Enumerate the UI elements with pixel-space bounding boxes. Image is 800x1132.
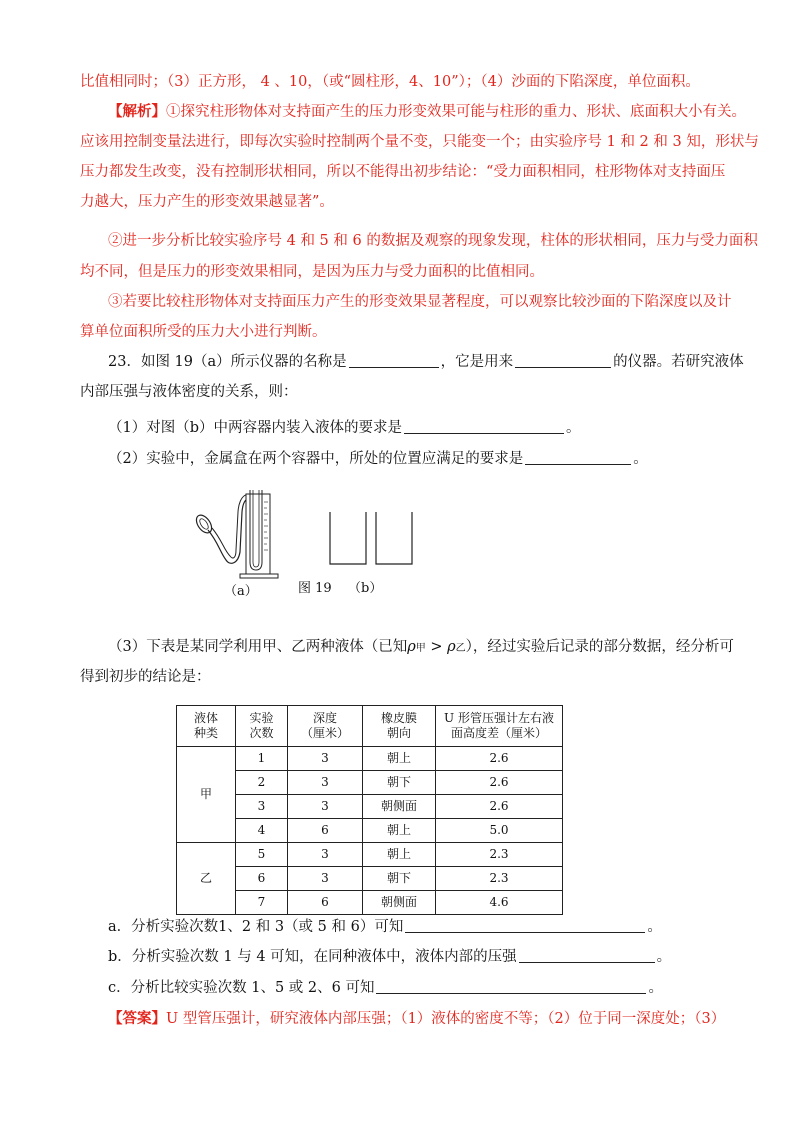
experiment-data-table: [176, 705, 563, 915]
question-23-line-2: 内部压强与液体密度的关系，则：: [80, 384, 298, 400]
header-trial-number: 实验 次数: [236, 706, 288, 747]
analysis-line: 压力都发生改变，没有控制形状相同，所以不能得出初步结论：“受力面积相同，柱形物体对支持面压: [80, 164, 726, 180]
table-header-row: [177, 706, 563, 747]
header-depth: 深度 （厘米）: [288, 706, 363, 747]
difference-cell: 2.6: [436, 771, 563, 795]
liquid-cell: 乙: [177, 843, 236, 915]
analysis-tag: 【解析】: [108, 103, 166, 120]
answer-blank[interactable]: [519, 948, 655, 963]
subscript: 乙: [455, 643, 466, 654]
trial-cell: 4: [236, 819, 288, 843]
depth-cell: 3: [288, 771, 363, 795]
depth-cell: 3: [288, 867, 363, 891]
difference-cell: 4.6: [436, 891, 563, 915]
analysis-line: 应该用控制变量法进行，即每次实验时控制两个量不变，只能变一个；由实验序号 1 和 2 和 3 知，形状与: [80, 134, 759, 150]
difference-cell: 2.6: [436, 795, 563, 819]
figure-label-b: （b）: [348, 581, 383, 596]
table-row: [177, 747, 563, 771]
greater-than: >: [425, 639, 448, 655]
trial-cell: 6: [236, 867, 288, 891]
difference-cell: 2.6: [436, 747, 563, 771]
question-23-part-2: [108, 449, 648, 469]
answer-blank[interactable]: [376, 979, 646, 994]
difference-cell: 2.3: [436, 867, 563, 891]
rho-symbol: ρ: [407, 639, 416, 655]
question-23-part-3-line-2: 得到初步的结论是：: [80, 669, 211, 685]
table-row: [177, 843, 563, 867]
u-tube-manometer-and-containers: [190, 482, 430, 582]
answer-blank[interactable]: [349, 353, 439, 368]
depth-cell: 6: [288, 891, 363, 915]
question-text: （2）实验中，金属盒在两个容器中，所处的位置应满足的要求是: [108, 451, 524, 467]
difference-cell: 5.0: [436, 819, 563, 843]
question-text: c．分析比较实验次数 1、5 或 2、6 可知: [108, 980, 375, 996]
analysis-question-c: [108, 978, 663, 998]
question-text: 。: [648, 980, 663, 996]
analysis-paragraph-3: ③若要比较柱形物体对支持面压力产生的形变效果显著程度，可以观察比较沙面的下陷深度以及计: [108, 294, 732, 310]
question-text: a．分析实验次数1、2 和 3（或 5 和 6）可知: [108, 919, 404, 935]
direction-cell: 朝下: [363, 867, 436, 891]
direction-cell: 朝上: [363, 819, 436, 843]
question-text: 。: [647, 919, 662, 935]
answer-blank[interactable]: [515, 353, 611, 368]
direction-cell: 朝上: [363, 843, 436, 867]
direction-cell: 朝下: [363, 771, 436, 795]
trial-cell: 5: [236, 843, 288, 867]
trial-cell: 1: [236, 747, 288, 771]
question-text: ，它是用来: [440, 354, 514, 370]
figure-title: 图 19: [298, 581, 332, 596]
question-text: ），经过实验后记录的部分数据，经分析可: [465, 639, 734, 655]
figure-label-a: （a）: [224, 584, 258, 599]
liquid-cell: 甲: [177, 747, 236, 843]
answer-blank[interactable]: [405, 918, 645, 933]
depth-cell: 6: [288, 819, 363, 843]
trial-cell: 3: [236, 795, 288, 819]
question-text: 的仪器。若研究液体: [613, 354, 744, 370]
header-height-difference: U 形管压强计左右液 面高度差（厘米）: [436, 706, 563, 747]
header-membrane-direction: 橡皮膜 朝向: [363, 706, 436, 747]
trial-cell: 7: [236, 891, 288, 915]
direction-cell: 朝侧面: [363, 891, 436, 915]
question-text: （1）对图（b）中两容器内装入液体的要求是: [108, 420, 403, 436]
depth-cell: 3: [288, 843, 363, 867]
analysis-paragraph-2: ②进一步分析比较实验序号 4 和 5 和 6 的数据及观察的现象发现，柱体的形状相同，压力与受力面积: [108, 233, 758, 249]
direction-cell: 朝上: [363, 747, 436, 771]
analysis-paragraph-1: [108, 102, 746, 122]
question-23-part-1: [108, 418, 581, 438]
answer-23: [108, 1009, 725, 1029]
question-text: （3）下表是某同学利用甲、乙两种液体（已知: [108, 639, 408, 655]
analysis-line: 均不同，但是压力的形变效果相同，是因为压力与受力面积的比值相同。: [80, 264, 544, 280]
question-23-line-1: [108, 352, 744, 372]
rho-symbol: ρ: [447, 639, 456, 655]
answer-blank[interactable]: [525, 450, 631, 465]
depth-cell: 3: [288, 795, 363, 819]
question-text: 。: [656, 949, 672, 965]
direction-cell: 朝侧面: [363, 795, 436, 819]
analysis-question-a: [108, 917, 662, 937]
analysis-question-b: [108, 947, 671, 967]
difference-cell: 2.3: [436, 843, 563, 867]
question-text: 。: [566, 420, 581, 436]
analysis-line: 算单位面积所受的压力大小进行判断。: [80, 324, 327, 340]
question-23-part-3: [108, 637, 734, 659]
answer-continuation: 比值相同时；（3）正方形， 4 、10，（或“圆柱形，4、10”）；（4）沙面的下陷深度，单位面积。: [80, 74, 700, 90]
analysis-line: 力越大，压力产生的形变效果越显著”。: [80, 194, 334, 210]
question-text: 。: [633, 451, 648, 467]
answer-blank[interactable]: [404, 419, 564, 434]
trial-cell: 2: [236, 771, 288, 795]
subscript: 甲: [415, 643, 426, 654]
depth-cell: 3: [288, 747, 363, 771]
figure-19: [190, 482, 430, 600]
answer-tag: 【答案】: [108, 1010, 166, 1027]
analysis-text: ①探究柱形物体对支持面产生的压力形变效果可能与柱形的重力、形状、底面积大小有关。: [166, 104, 746, 120]
question-text: 23．如图 19（a）所示仪器的名称是: [108, 354, 347, 370]
question-text: b．分析实验次数 1 与 4 可知，在同种液体中，液体内部的压强: [108, 949, 517, 965]
answer-text: U 型管压强计，研究液体内部压强；（1）液体的密度不等；（2）位于同一深度处；（3）: [166, 1011, 726, 1027]
header-liquid-type: 液体 种类: [177, 706, 236, 747]
